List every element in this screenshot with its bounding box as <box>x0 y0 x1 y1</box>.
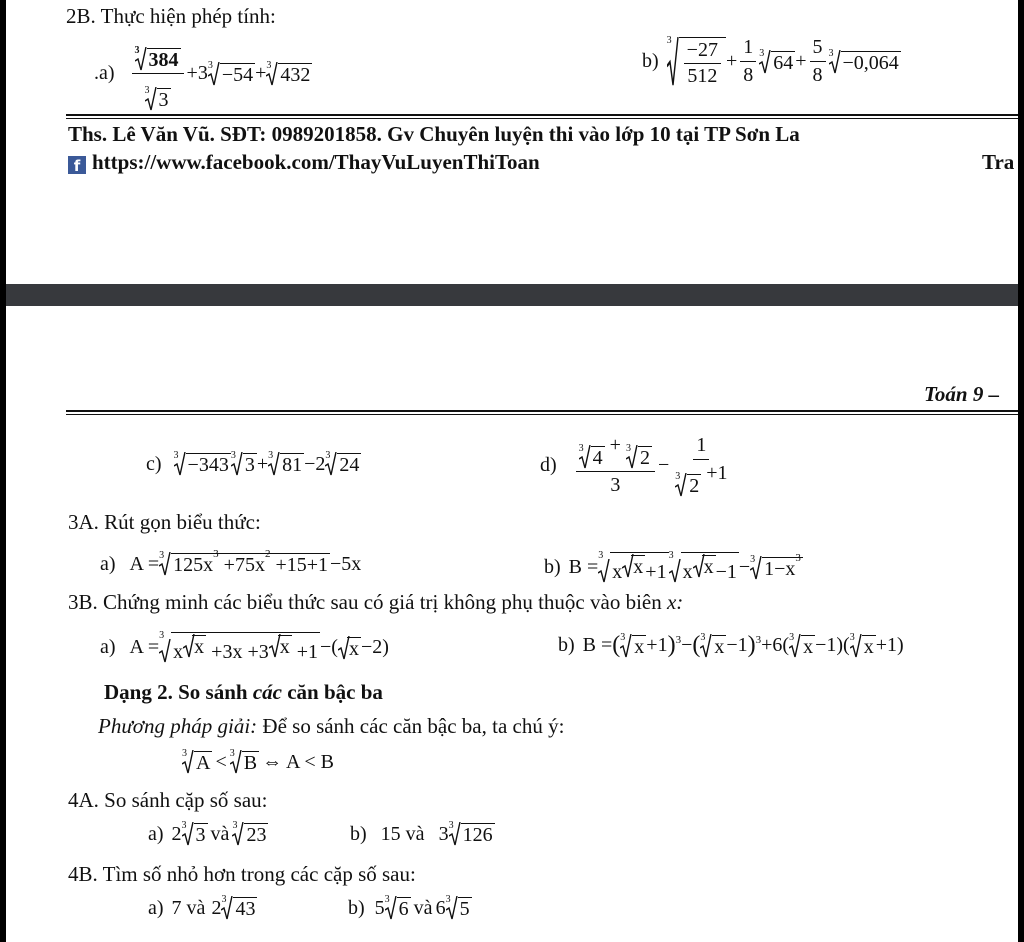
exercise-2b-a: .a) 3 384 3 3 +3 3 −54 + 3 432 <box>94 36 312 111</box>
item-label: b) <box>642 50 659 72</box>
exercise-3b-title <box>68 590 683 615</box>
exercise-2b-title: 2B. Thực hiện phép tính: <box>66 4 276 28</box>
page-rule-thick <box>66 410 1018 412</box>
method-line <box>98 714 564 739</box>
section-title-part: căn bậc ba <box>281 680 383 704</box>
facebook-icon: f <box>68 156 86 174</box>
facebook-url[interactable]: https://www.facebook.com/ThayVuLuyenThiToan <box>92 150 540 174</box>
cube-root: 3 x x +3x +3 x +1 <box>159 630 319 663</box>
item-label: d) <box>540 454 557 476</box>
cube-root: 3 24 <box>325 450 360 476</box>
item-label: a) <box>100 552 116 575</box>
exercise-3b-b: b) B = ( 3 x +1 ) 3 − ( 3 x −1 ) 3 +6( 3 x −1)( 3 x +1) <box>558 631 904 658</box>
page-gap <box>6 284 1018 306</box>
cube-root: 3 $1-x^3$ <box>750 551 801 580</box>
exercise-2b-c: c) 3 −343 3 3 + 3 81 −2 3 24 <box>146 450 360 476</box>
exercise-3b-a: a) A = 3 x x +3x +3 x +1 −( x −2) <box>100 630 389 663</box>
header-right-text: Tra <box>982 150 1015 174</box>
method-text: Để so sánh các căn bậc ba, ta chú ý: <box>257 714 565 738</box>
exercise-4a-b: b) 15 và 3 3 126 <box>350 820 493 846</box>
exercise-4b-a: a) 7 và 2 3 43 <box>148 894 256 920</box>
method-label: Phương pháp giải: <box>98 714 258 738</box>
exercise-4b-b: b) 5 3 6 và 6 3 5 <box>348 894 470 920</box>
header-author-line: Ths. Lê Văn Vũ. SĐT: 0989201858. Gv Chuyên luyện thi vào lớp 10 tại TP Sơn La <box>68 122 800 146</box>
cube-root: 3 81 <box>268 450 303 476</box>
exercise-2b-d: d) 3 4 + 3 2 3 − 1 3 2 +1 <box>540 434 728 497</box>
cube-root: 3 3 <box>144 85 169 111</box>
exercise-4a-a: a) 2 3 3 và 3 23 <box>148 820 267 846</box>
item-label: c) <box>146 452 162 475</box>
header-rule-thin <box>66 118 1018 119</box>
exercise-3a-b: b) B = 3 x x +1 3 x x −1 − 3 $1-x^3$ <box>544 550 801 583</box>
cube-root: 3 −54 <box>207 59 254 86</box>
item-label: a) <box>100 636 116 658</box>
section-title-part: Dạng 2. So sánh <box>104 680 253 704</box>
comparison-rule: 3 A < 3 B ⇔ A < B <box>182 748 334 774</box>
item-label: a) <box>148 896 164 919</box>
item-label: b) <box>558 634 575 656</box>
item-label: b) <box>350 822 367 845</box>
section-title-part: các <box>252 680 282 704</box>
cube-root: 3 432 <box>266 59 311 86</box>
cube-root: 3 384 <box>134 45 179 71</box>
cube-root: 3 64 <box>759 47 794 74</box>
exercise-3a-a: a) A = 3 $125x^3 +75x^2 +15+1$ −5x <box>100 548 362 576</box>
item-label: .a) <box>94 62 115 84</box>
cube-root-fraction: 3 $\frac{-27}{512}$ <box>667 37 726 87</box>
exercise-4b-title: 4B. Tìm số nhỏ hơn trong các cặp số sau: <box>68 862 416 886</box>
cube-root: 3 x x +1 <box>598 550 667 583</box>
header-rule-thick <box>66 114 1018 116</box>
exercise-2b-b: b) 3 $\frac{-27}{512}$ + $\frac{1}{8}$ 3 64 + $\frac{5}{8}$ 3 −0,064 <box>642 34 899 87</box>
conjunction: và <box>210 822 230 845</box>
section-dang-2-title <box>104 680 383 705</box>
item-label: b) <box>348 896 365 919</box>
cube-root: 3 x x −1 <box>668 550 737 583</box>
page-rule-thin <box>66 414 1018 415</box>
facebook-link[interactable] <box>68 150 540 175</box>
exercise-3b-text: 3B. Chứng minh các biểu thức sau có giá trị không phụ thuộc vào biên <box>68 590 667 614</box>
page-label: Toán 9 – <box>924 382 1000 406</box>
conjunction: và <box>413 896 433 919</box>
exercise-4a-title: 4A. So sánh cặp số sau: <box>68 788 268 812</box>
pair-text: 7 và <box>171 896 206 919</box>
fraction <box>132 36 184 111</box>
bottom-page-fragment <box>6 306 1018 942</box>
item-label: b) <box>544 556 561 578</box>
pair-text: 15 và <box>380 822 425 845</box>
top-page-fragment <box>6 0 1018 284</box>
cube-root: 3 $125x^3 +75x^2 +15+1$ <box>159 548 329 576</box>
cube-root: 3 −343 <box>173 450 229 476</box>
exercise-3a-title: 3A. Rút gọn biểu thức: <box>68 510 261 534</box>
cube-root: 3 −0,064 <box>828 47 899 74</box>
item-label: a) <box>148 822 164 845</box>
exercise-3b-variable: x: <box>666 590 684 614</box>
cube-root: 3 3 <box>230 450 255 476</box>
